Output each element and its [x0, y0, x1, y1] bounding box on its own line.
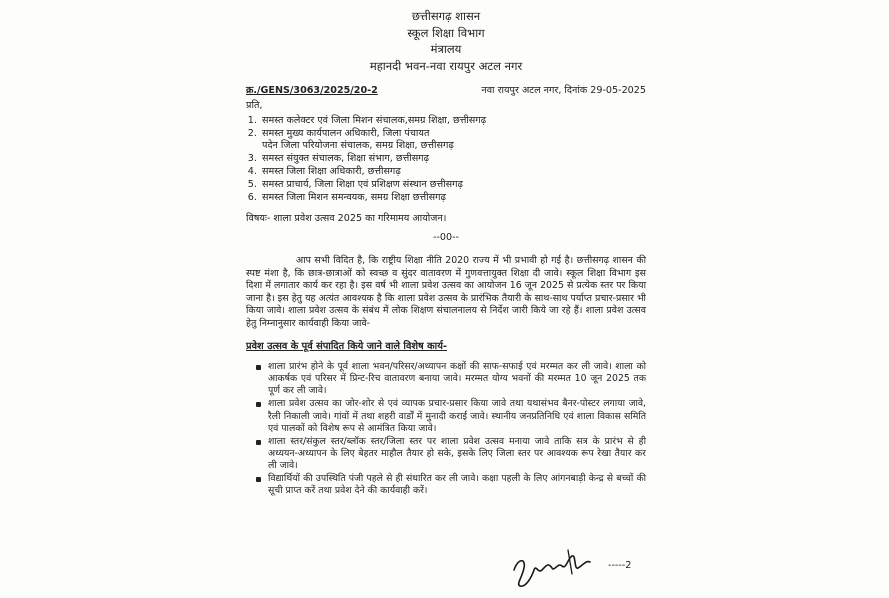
task-item: विद्यार्थियों की उपस्थिति पंजी पहले से ही संधारित कर ली जावे। कक्षा पहली के लिए आंगनबाड़ी केन्द्र से बच्चों की सूची प्राप्त करें तथा प्रवेश देने की कार्यवाही करें।: [268, 472, 646, 496]
task-item: शाला स्तर/संकुल स्तर/ब्लॉक स्तर/जिला स्तर पर शाला प्रवेश उत्सव मनाया जावे ताकि सत्र के प्रारंभ से ही अध्ययन-अध्यापन के लिए बेहतर माहौल तैयार हो सके, इसके लिए जिला स्तर पर आवश्यक रूप रेखा तैयार कर ली जावे।: [268, 435, 646, 471]
recipient-item: 5. समस्त प्राचार्य, जिला शिक्षा एवं प्रशिक्षण संस्थान छत्तीसगढ़: [260, 179, 646, 192]
page-continuation: -----2: [608, 560, 632, 571]
recipient-item: 4. समस्त जिला शिक्षा अधिकारी, छत्तीसगढ़: [260, 166, 646, 179]
recipient-item: 6. समस्त जिला मिशन समन्वयक, समग्र शिक्षा छत्तीसगढ़: [260, 192, 646, 205]
task-list: [246, 361, 646, 497]
task-item: शाला प्रारंभ होने के पूर्व शाला भवन/परिसर/अध्यापन कक्षों की साफ-सफाई एवं मरम्मत कर ली जावे। शाला को आकर्षक एवं परिसर में प्रिन्ट-रिच वातावरण बनाया जावे। मरम्मत योग्य भवनों की मरम्मत 10 जून 2025 तक पूर्ण कर ली जावे।: [268, 361, 646, 397]
recipient-line: पदेन जिला परियोजना संचालक, समग्र शिक्षा, छत्तीसगढ़: [262, 140, 454, 152]
task-item: शाला प्रवेश उत्सव का जोर-शोर से एवं व्यापक प्रचार-प्रसार किया जावे तथा यथासंभव बैनर-पोस्टर लगाया जावे, रैली निकाली जावे। गांवों में तथा शहरी वार्डों में मुनादी कराई जावे। स्थानीय जनप्रतिनिधि एवं शाला विकास समिति एवं पालकों को विशेष रूप से आमंत्रित किया जावे।: [268, 398, 646, 434]
recipient-item: [260, 128, 646, 154]
letterhead-government: छत्तीसगढ़ शासन: [411, 9, 481, 23]
recipient-line: समस्त मुख्य कार्यपालन अधिकारी, जिला पंचायत: [262, 127, 430, 139]
reference-line: [246, 85, 646, 98]
signature-image: [508, 540, 618, 590]
separator: --00--: [432, 232, 460, 244]
recipient-list: [246, 115, 646, 206]
recipient-item: 1. समस्त कलेक्टर एवं जिला मिशन संचालक,समग्र शिक्षा, छत्तीसगढ़: [260, 115, 646, 128]
to-label: प्रति,: [246, 99, 263, 111]
subject-line: विषयः- शाला प्रवेश उत्सव 2025 का गरिमामय आयोजन।: [246, 213, 447, 225]
letterhead-department: स्कूल शिक्षा विभाग: [407, 25, 485, 40]
letter-body: [246, 8, 646, 498]
body-paragraph: आप सभी विदित है, कि राष्ट्रीय शिक्षा नीति 2020 राज्य में भी प्रभावी हो गई है। छत्तीसगढ़ शासन की स्पष्ट मंशा है, कि छात्र-छात्राओं को स्वच्छ व सुंदर वातावरण में गुणवत्तायुक्त शिक्षा दी जावे। स्कूल शिक्षा विभाग इस दिशा में लगातार कार्य कर रहा है। इस वर्ष भी शाला प्रवेश उत्सव का आयोजन 16 जून 2025 से प्रत्येक स्तर पर किया जाना है। इस हेतु यह अत्यंत आवश्यक है कि शाला प्रवेश उत्सव के प्रारंभिक तैयारी के साथ-साथ पर्याप्त प्रचार-प्रसार भी किया जावे। शाला प्रवेश उत्सव के संबंध में लोक शिक्षण संचालनालय से निर्देश जारी किये जा रहे हैं। शाला प्रवेश उत्सव हेतु निम्नानुसार कार्यवाही किया जावे-: [246, 255, 646, 329]
letterhead-address: महानदी भवन-नवा रायपुर अटल नगर: [369, 59, 523, 74]
letterhead-ministry: मंत्रालय: [430, 42, 462, 57]
reference-number: क्र./GENS/3063/2025/20-2: [246, 84, 378, 96]
letterhead: [246, 8, 646, 75]
section-heading: प्रवेश उत्सव के पूर्व संपादित किये जाने वाले विशेष कार्य-: [246, 341, 447, 352]
recipient-item: 3. समस्त संयुक्त संचालक, शिक्षा संभाग, छत्तीसगढ़: [260, 153, 646, 166]
place-date: नवा रायपुर अटल नगर, दिनांक 29-05-2025: [481, 84, 646, 96]
